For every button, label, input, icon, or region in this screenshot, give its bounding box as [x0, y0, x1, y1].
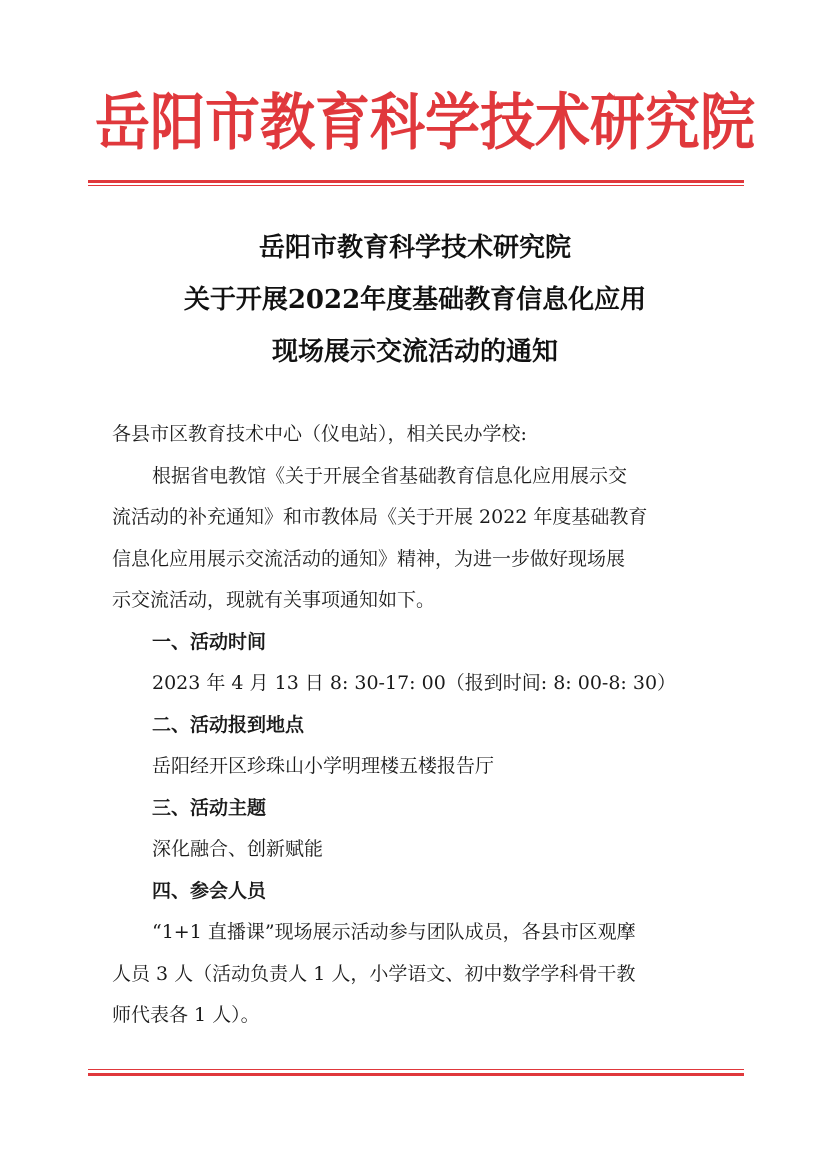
section-text-location: 岳阳经开区珍珠山小学明理楼五楼报告厅 [152, 755, 495, 777]
section-heading-theme: 三、活动主题 [152, 796, 267, 819]
masthead-divider-thick [88, 180, 744, 183]
footer-divider-thick [88, 1073, 744, 1076]
section-text-attendees: “1+1 直播课”现场展示活动参与团队成员，各县市区观摩 [152, 921, 636, 943]
section-heading-time: 一、活动时间 [152, 630, 267, 653]
document-title [110, 222, 720, 378]
salutation: 各县市区教育技术中心（仪电站），相关民办学校: [112, 423, 527, 445]
title-line-1: 岳阳市教育科学技术研究院 [258, 233, 571, 263]
masthead-org-name: 岳阳市教育科学技术研究院 [95, 86, 756, 158]
intro-line: 示交流活动，现就有关事项通知如下。 [112, 589, 436, 611]
section-text-attendees: 人员 3 人（活动负责人 1 人，小学语文、初中数学学科骨干教 [112, 962, 636, 985]
title-line-3: 现场展示交流活动的通知 [271, 337, 558, 367]
document-body [112, 414, 722, 1037]
section-text-time: 2023 年 4 月 13 日 8: 30-17: 00（报到时间: 8: 00-8: 30） [152, 672, 677, 694]
masthead-divider-thin [88, 185, 744, 186]
footer-divider-thin [88, 1069, 744, 1070]
section-heading-location: 二、活动报到地点 [152, 713, 305, 736]
intro-line: 信息化应用展示交流活动的通知》精神，为进一步做好现场展 [112, 547, 626, 570]
title-line-2: 关于开展2022年度基础教育信息化应用 [183, 285, 647, 315]
section-text-theme: 深化融合、创新赋能 [152, 838, 324, 860]
section-heading-attendees: 四、参会人员 [152, 879, 267, 902]
intro-line: 根据省电教馆《关于开展全省基础教育信息化应用展示交 [152, 464, 628, 487]
section-text-attendees: 师代表各 1 人）。 [112, 1004, 260, 1026]
intro-line: 流活动的补充通知》和市教体局《关于开展 2022 年度基础教育 [112, 506, 648, 528]
